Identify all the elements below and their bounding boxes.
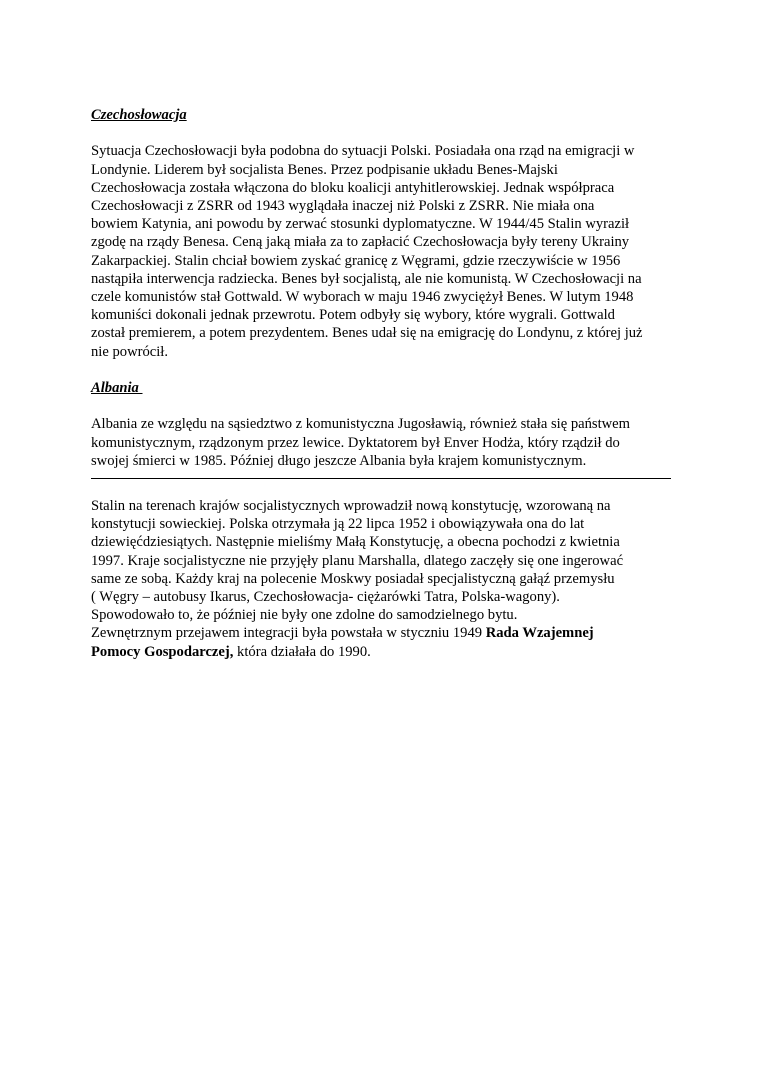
text-line: Sytuacja Czechosłowacji była podobna do sytuacji Polski. Posiadała ona rząd na emigracji w	[91, 143, 635, 160]
text-line: nastąpiła interwencja radziecka. Benes był socjalistą, ale nie komunistą. W Czechosłowacji na	[91, 270, 642, 287]
text-line: same ze sobą. Każdy kraj na polecenie Moskwy posiadał specjalistyczną gałąź przemysłu	[91, 570, 615, 587]
text-line-rwpg-2	[91, 643, 691, 661]
section-heading-czechoslovakia: Czechosłowacja	[91, 107, 187, 123]
text-line: ( Węgry – autobusy Ikarus, Czechosłowacja- ciężarówki Tatra, Polska-wagony).	[91, 589, 560, 606]
text-line: czele komunistów stał Gottwald. W wyborach w maju 1946 zwyciężył Benes. W lutym 1948	[91, 289, 634, 306]
paragraph-constitution	[91, 497, 691, 661]
text-line: Zakarpackiej. Stalin chciał bowiem zyskać granicę z Węgrami, gdzie rzeczywiście w 1956	[91, 252, 621, 269]
text-line: Spowodowało to, że później nie były one zdolne do samodzielnego bytu.	[91, 607, 518, 624]
text-line: konstytucji sowieckiej. Polska otrzymała ją 22 lipca 1952 i obowiązywała ona do lat	[91, 516, 585, 533]
text-line: komunistycznym, rządzonym przez lewice. Dyktatorem był Enver Hodża, który rządził do	[91, 434, 620, 451]
text-line: bowiem Katynia, ani powodu by zerwać stosunki dyplomatyczne. W 1944/45 Stalin wyraził	[91, 216, 630, 233]
text-line: Czechosłowacji z ZSRR od 1943 wyglądała inaczej niż Polski z ZSRR. Nie miała ona	[91, 198, 595, 214]
text-line: został premierem, a potem prezydentem. Benes udał się na emigrację do Londynu, z której już	[91, 325, 643, 342]
text-line-rwpg-1	[91, 624, 691, 642]
text-span: która działała do 1990.	[233, 643, 371, 660]
text-line: 1997. Kraje socjalistyczne nie przyjęły planu Marshalla, dlatego zaczęły się one ingerować	[91, 552, 624, 569]
rwpg-bold-text: Rada Wzajemnej	[485, 625, 594, 642]
paragraph-albania	[91, 415, 691, 470]
text-line: komuniści dokonali jednak przewrotu. Potem odbyły się wybory, które wygrali. Gottwald	[91, 307, 615, 324]
horizontal-rule	[91, 478, 671, 479]
text-line: Albania ze względu na sąsiedztwo z komunistyczna Jugosławią, również stała się państwem	[91, 416, 630, 433]
text-span: Zewnętrznym przejawem integracji była powstała w styczniu 1949	[91, 625, 486, 642]
text-line: Londynie. Liderem był socjalista Benes. Przez podpisanie układu Benes-Majski	[91, 161, 558, 178]
rwpg-bold-text: Pomocy Gospodarczej,	[91, 643, 234, 660]
section-heading-albania: Albania	[91, 380, 143, 397]
document-body	[91, 106, 691, 661]
paragraph-czechoslovakia	[91, 142, 691, 360]
text-line: swojej śmierci w 1985. Później długo jeszcze Albania była krajem komunistycznym.	[91, 452, 587, 469]
text-line: Stalin na terenach krajów socjalistycznych wprowadził nową konstytucję, wzorowaną na	[91, 498, 611, 515]
text-line: nie powrócił.	[91, 343, 169, 360]
text-line: Czechosłowacja została włączona do bloku koalicji antyhitlerowskiej. Jednak współpraca	[91, 179, 615, 196]
spacer	[91, 397, 691, 415]
text-line: dziewięćdziesiątych. Następnie mieliśmy Małą Konstytucję, a obecna pochodzi z kwietnia	[91, 534, 620, 551]
spacer	[91, 361, 691, 379]
text-line: zgodę na rządy Benesa. Ceną jaką miała za to zapłacić Czechosłowacja były tereny Ukrainy	[91, 234, 630, 251]
spacer	[91, 124, 691, 142]
